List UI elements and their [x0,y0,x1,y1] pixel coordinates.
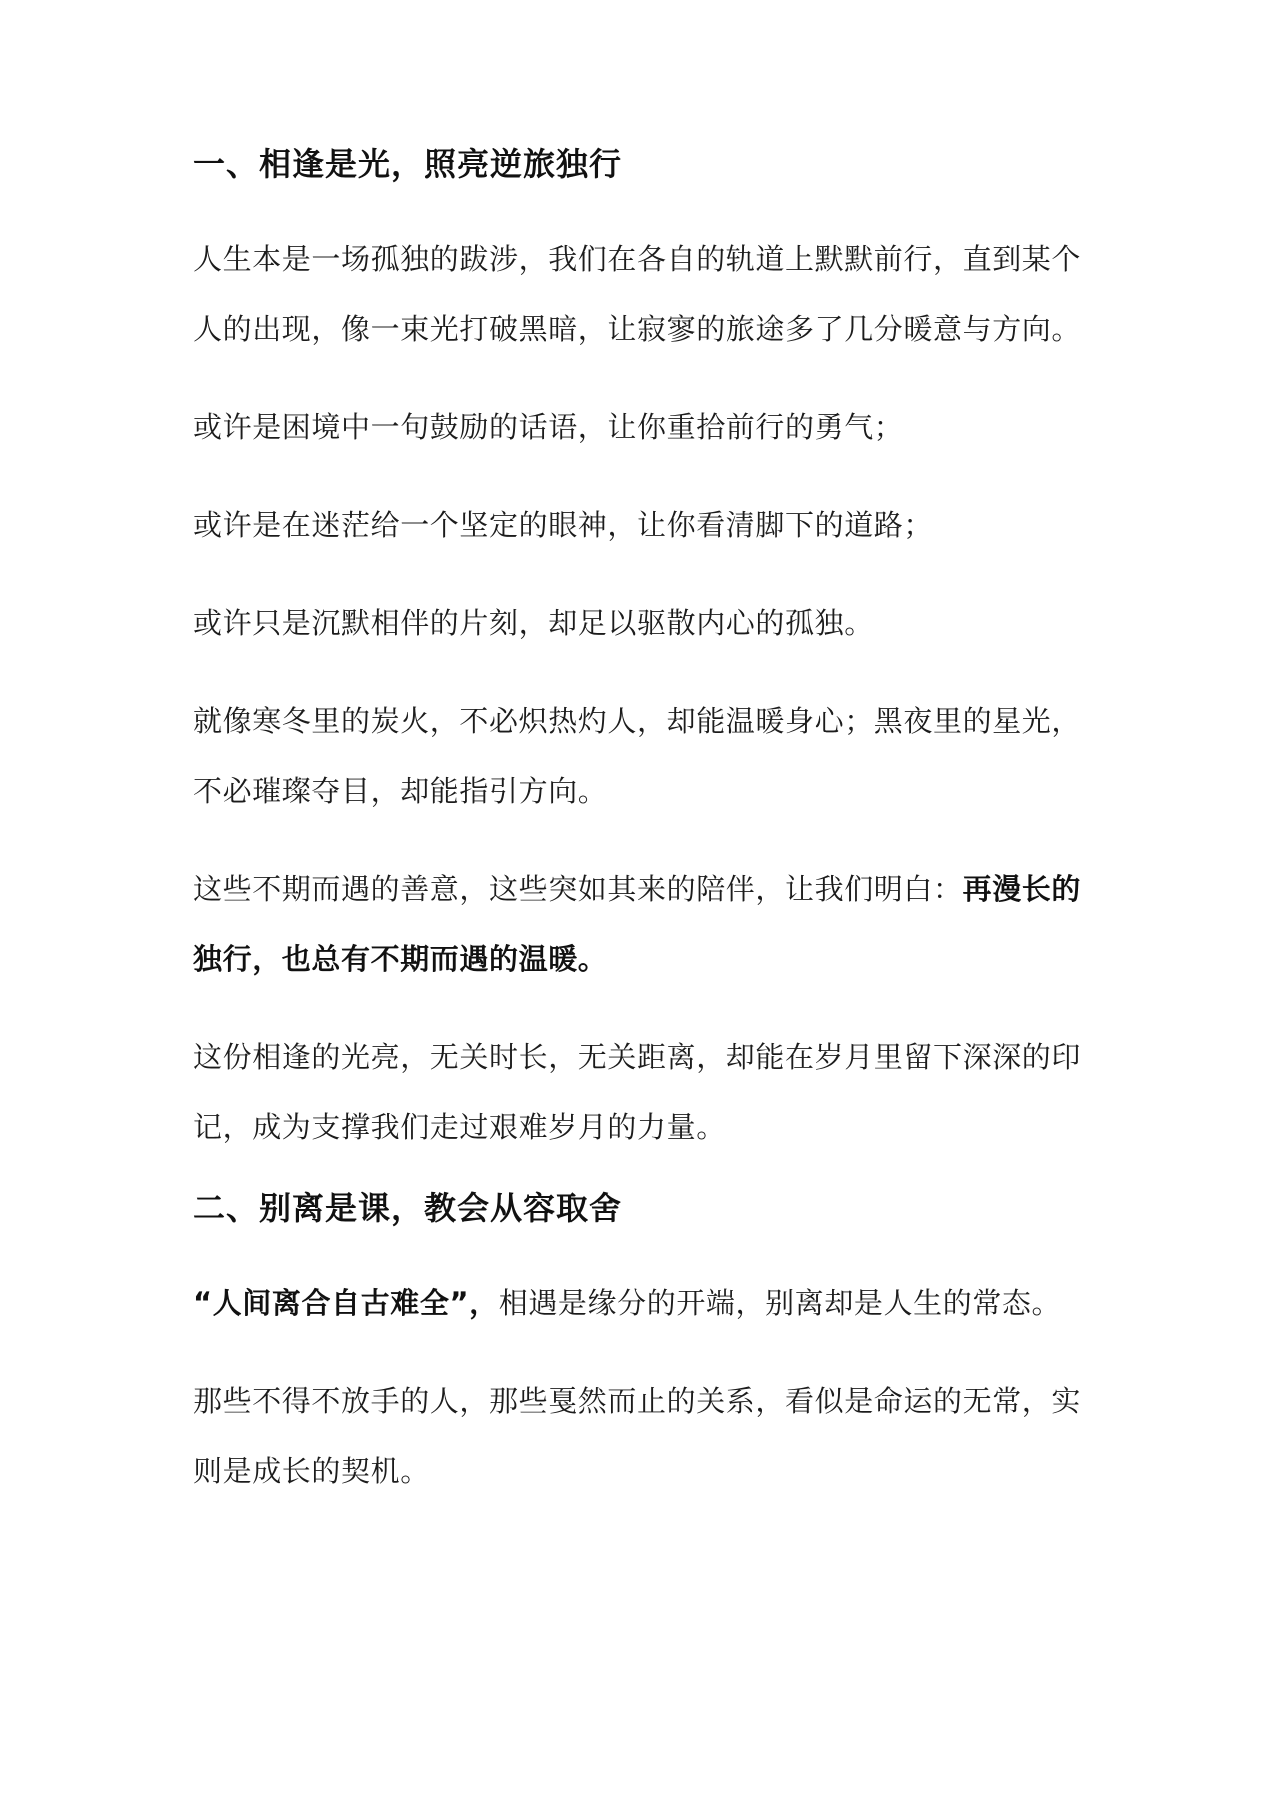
section-2-quote-paragraph [193,1268,1083,1338]
paragraph-1-line-1: 人生本是一场孤独的跋涉，我们在各自的轨道上默默前行，直到某个 [193,242,1082,276]
paragraph-4-line-1: 或许只是沉默相伴的片刻，却足以驱散内心的孤独。 [193,606,874,640]
paragraph-5-line-2: 不必璀璨夺目，却能指引方向。 [193,774,608,808]
paragraph-7-line-1: 这份相逢的光亮，无关时长，无关距离，却能在岁月里留下深深的印 [193,1040,1082,1074]
quote-bold-text: “人间离合自古难全”， [193,1286,499,1320]
paragraph-2-line-1: 或许是困境中一句鼓励的话语，让你重拾前行的勇气； [193,410,904,444]
paragraph-6-bold-text: 再漫长的 [962,872,1082,906]
paragraph-4 [193,588,1083,658]
paragraph-6 [193,854,1083,994]
paragraph-6-normal-text: 这些不期而遇的善意，这些突如其来的陪伴，让我们明白： [193,872,963,906]
section-2-quote-line [193,1268,1083,1338]
paragraph-1-line-2: 人的出现，像一束光打破黑暗，让寂寥的旅途多了几分暖意与方向。 [193,312,1082,346]
paragraph-3 [193,490,1083,560]
paragraph-2 [193,392,1083,462]
paragraph-1 [193,224,1083,364]
quote-rest-text: 相遇是缘分的开端，别离却是人生的常态。 [498,1286,1062,1320]
paragraph-7 [193,1022,1083,1162]
section-2-heading: 二、别离是课，教会从容取舍 [193,1189,623,1227]
paragraph-3-line-1: 或许是在迷茫给一个坚定的眼神，让你看清脚下的道路； [193,508,934,542]
paragraph-6-line-1 [193,854,1083,924]
section-2-paragraph [193,1366,1083,1506]
section-2-paragraph-line-2: 则是成长的契机。 [193,1454,430,1488]
paragraph-5 [193,686,1083,826]
paragraph-7-line-2: 记，成为支撑我们走过艰难岁月的力量。 [193,1110,726,1144]
section-1-heading: 一、相逢是光，照亮逆旅独行 [193,145,623,183]
paragraph-5-line-1: 就像寒冬里的炭火，不必炽热灼人，却能温暖身心；黑夜里的星光， [193,704,1082,738]
paragraph-6-line-2: 独行，也总有不期而遇的温暖。 [193,942,608,976]
section-2-paragraph-line-1: 那些不得不放手的人，那些戛然而止的关系，看似是命运的无常，实 [193,1384,1082,1418]
